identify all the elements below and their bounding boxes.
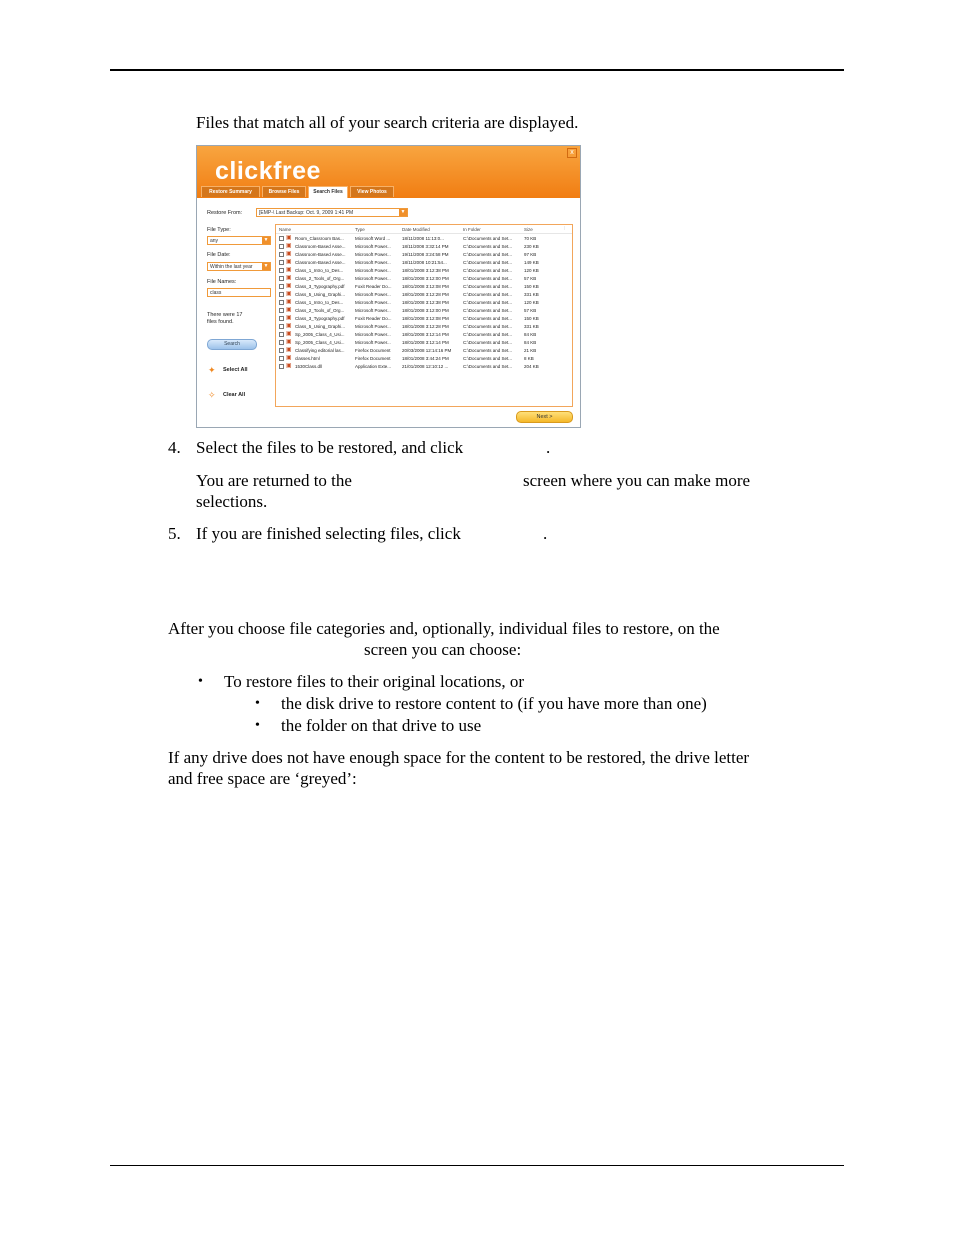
table-row[interactable] <box>276 347 572 355</box>
step5-text: If you are finished selecting files, click <box>196 524 461 543</box>
row-checkbox[interactable] <box>279 316 284 321</box>
cell-type: Firefox Document <box>355 356 391 361</box>
cell-name: Classroom-Based Asse... <box>295 260 346 265</box>
cell-date: 18/11/2008 10:21:54... <box>402 260 447 265</box>
cell-name: Class_3_Typography.pdf <box>295 316 345 321</box>
cell-size: 150 KB <box>524 316 539 321</box>
cell-date: 18/01/2008 3:12:08 PM <box>402 316 449 321</box>
row-checkbox[interactable] <box>279 276 284 281</box>
next-button[interactable]: Next > <box>516 411 573 423</box>
tab-search-files[interactable]: Search Files <box>308 186 348 198</box>
file-type-label: File Type: <box>207 227 231 233</box>
intro-text: Files that match all of your search criteria are displayed. <box>196 113 579 132</box>
cell-folder: C:\Documents and Set... <box>463 308 513 313</box>
returned-text-part1: You are returned to the <box>196 471 352 490</box>
cell-name: Class_1_Intro_to_Des... <box>295 268 344 273</box>
table-row[interactable] <box>276 243 572 251</box>
file-date-label: File Date: <box>207 252 231 258</box>
cell-folder: C:\Documents and Set... <box>463 364 513 369</box>
cell-name: Class_1_Intro_to_Des... <box>295 300 344 305</box>
cell-size: 149 KB <box>524 260 539 265</box>
cell-type: Microsoft Power... <box>355 292 391 297</box>
file-icon: ▣ <box>286 243 292 249</box>
cell-type: Application Exte... <box>355 364 392 369</box>
restore-from-value: [EMP-\ Last Backup: Oct. 9, 2009 1:41 PM <box>259 210 354 216</box>
row-checkbox[interactable] <box>279 236 284 241</box>
file-icon: ▣ <box>286 315 292 321</box>
table-row[interactable] <box>276 323 572 331</box>
table-row[interactable] <box>276 307 572 315</box>
cell-type: Firefox Document <box>355 348 391 353</box>
restore-from-select[interactable] <box>256 208 408 217</box>
row-checkbox[interactable] <box>279 356 284 361</box>
cell-folder: C:\Documents and Set... <box>463 268 513 273</box>
table-row[interactable] <box>276 291 572 299</box>
cell-name: Classroom-Based Asse... <box>295 244 346 249</box>
file-icon: ▣ <box>286 251 292 257</box>
table-row[interactable] <box>276 315 572 323</box>
bullet-folder: the folder on that drive to use <box>281 716 482 735</box>
row-checkbox[interactable] <box>279 260 284 265</box>
cell-date: 18/01/2008 3:12:00 PM <box>402 276 449 281</box>
row-checkbox[interactable] <box>279 340 284 345</box>
search-files-screenshot <box>196 145 581 428</box>
search-button[interactable]: Search <box>207 339 257 350</box>
file-names-label: File Names: <box>207 279 237 285</box>
file-type-value: any <box>210 238 219 244</box>
cell-size: 331 KB <box>524 324 539 329</box>
returned-text-part3: selections. <box>196 492 268 511</box>
column-header-date[interactable]: Date Modified <box>402 227 430 232</box>
cell-date: 19/11/2008 3:24:58 PM <box>402 252 449 257</box>
cell-folder: C:\Documents and Set... <box>463 292 513 297</box>
cell-date: 18/01/2008 3:12:28 PM <box>402 324 449 329</box>
found-count-line2: files found. <box>207 319 234 325</box>
cell-name: Class_5_Using_Graphi... <box>295 324 346 329</box>
cell-name: Class_2_Tools_of_Org... <box>295 276 345 281</box>
step4-period: . <box>546 438 551 457</box>
cell-name: Sp_2005_Class_4_Usi... <box>295 340 345 345</box>
cell-folder: C:\Documents and Set... <box>463 284 513 289</box>
restore-from-label: Restore From: <box>207 210 243 216</box>
bullet-marker: • <box>255 696 260 711</box>
table-row[interactable] <box>276 259 572 267</box>
cell-date: 21/01/2008 12:10:12 ... <box>402 364 449 369</box>
cell-size: 120 KB <box>524 268 539 273</box>
cell-date: 18/01/2008 3:12:38 PM <box>402 300 449 305</box>
row-checkbox[interactable] <box>279 252 284 257</box>
table-row[interactable] <box>276 267 572 275</box>
chevron-down-icon[interactable]: ▼ <box>400 209 406 215</box>
cell-folder: C:\Documents and Set... <box>463 340 513 345</box>
cell-folder: C:\Documents and Set... <box>463 356 513 361</box>
cell-type: Microsoft Word ... <box>355 236 391 241</box>
results-list <box>275 224 573 407</box>
row-checkbox[interactable] <box>279 268 284 273</box>
file-type-select[interactable] <box>207 236 271 245</box>
cell-date: 18/01/2008 3:12:28 PM <box>402 292 449 297</box>
cell-date: 18/01/2008 3:12:00 PM <box>402 308 449 313</box>
step-number: 4. <box>168 438 181 457</box>
table-row[interactable] <box>276 331 572 339</box>
cell-type: Microsoft Power... <box>355 308 391 313</box>
file-names-input[interactable]: class <box>207 288 271 297</box>
cell-type: Foxit Reader Do... <box>355 316 392 321</box>
cell-type: Microsoft Power... <box>355 260 391 265</box>
cell-name: Classroom-Based Asse... <box>295 252 346 257</box>
cell-size: 57 KB <box>524 308 537 313</box>
tab-browse-files[interactable]: Browse Files <box>262 186 306 197</box>
cell-type: Microsoft Power... <box>355 332 391 337</box>
cell-type: Microsoft Power... <box>355 244 391 249</box>
cell-date: 20/03/2008 12:14:16 PM <box>402 348 452 353</box>
cell-size: 84 KB <box>524 340 537 345</box>
file-icon: ▣ <box>286 363 292 369</box>
cell-size: 70 KB <box>524 236 537 241</box>
clickfree-logo: clickfree <box>215 157 321 185</box>
tab-view-photos[interactable]: View Photos <box>350 186 394 197</box>
cell-folder: C:\Documents and Set... <box>463 300 513 305</box>
cell-folder: C:\Documents and Set... <box>463 332 513 337</box>
cell-name: 1530Class.dll <box>295 364 323 369</box>
cell-date: 18/01/2008 3:12:38 PM <box>402 268 449 273</box>
after-text-part1: After you choose file categories and, optionally, individual files to restore, on the <box>168 619 720 638</box>
row-checkbox[interactable] <box>279 308 284 313</box>
file-date-select[interactable] <box>207 262 271 271</box>
row-checkbox[interactable] <box>279 284 284 289</box>
cell-name: Classifying editorial las... <box>295 348 345 353</box>
cell-size: 21 KB <box>524 348 537 353</box>
row-checkbox[interactable] <box>279 324 284 329</box>
file-icon: ▣ <box>286 259 292 265</box>
cell-size: 204 KB <box>524 364 539 369</box>
cell-name: Class_2_Tools_of_Org... <box>295 308 345 313</box>
chevron-down-icon[interactable]: ▼ <box>263 237 269 243</box>
cell-folder: C:\Documents and Set... <box>463 244 513 249</box>
cell-date: 18/01/2008 3:12:14 PM <box>402 332 449 337</box>
after-text-part2: screen you can choose: <box>364 640 522 659</box>
cell-size: 97 KB <box>524 252 537 257</box>
step5-period: . <box>543 524 548 543</box>
cell-size: 150 KB <box>524 284 539 289</box>
column-header-folder[interactable]: In Folder <box>463 227 481 232</box>
file-icon: ▣ <box>286 291 292 297</box>
cell-size: 331 KB <box>524 292 539 297</box>
cell-date: 18/11/2008 11:13:0... <box>402 236 444 241</box>
returned-text-part2: screen where you can make more <box>523 471 751 490</box>
column-header-size[interactable]: Size <box>524 227 533 232</box>
table-row[interactable] <box>276 355 572 363</box>
select-all-link[interactable]: Select All <box>223 367 248 373</box>
bullet-marker: • <box>198 674 203 689</box>
chevron-down-icon[interactable]: ▼ <box>263 263 269 269</box>
bullet-marker: • <box>255 718 260 733</box>
footer-rule <box>110 1165 844 1166</box>
cell-type: Microsoft Power... <box>355 340 391 345</box>
file-icon: ▣ <box>286 347 292 353</box>
cell-size: 230 KB <box>524 244 539 249</box>
column-header-divider <box>276 233 572 234</box>
bullet-original-locations: To restore files to their original locations, or <box>224 672 525 691</box>
row-checkbox[interactable] <box>279 348 284 353</box>
cell-type: Microsoft Power... <box>355 324 391 329</box>
cell-name: Room_Classroom Bas... <box>295 236 344 241</box>
cell-type: Microsoft Power... <box>355 252 391 257</box>
file-icon: ▣ <box>286 339 292 345</box>
cell-folder: C:\Documents and Set... <box>463 324 513 329</box>
cell-folder: C:\Documents and Set... <box>463 252 513 257</box>
close-icon[interactable]: x <box>567 148 577 158</box>
cell-type: Foxit Reader Do... <box>355 284 392 289</box>
cell-type: Microsoft Power... <box>355 268 391 273</box>
cell-name: Class_3_Typography.pdf <box>295 284 345 289</box>
cell-date: 18/01/2008 3:44:24 PM <box>402 356 449 361</box>
row-checkbox[interactable] <box>279 292 284 297</box>
cell-date: 18/01/2008 3:12:14 PM <box>402 340 449 345</box>
cell-type: Microsoft Power... <box>355 276 391 281</box>
table-row[interactable] <box>276 363 572 371</box>
file-icon: ▣ <box>286 283 292 289</box>
file-icon: ▣ <box>286 331 292 337</box>
header-rule <box>110 69 844 71</box>
step-number: 5. <box>168 524 181 543</box>
step4-text: Select the files to be restored, and click <box>196 438 464 457</box>
clear-all-icon[interactable]: ✧ <box>208 390 216 400</box>
file-icon: ▣ <box>286 323 292 329</box>
app-header <box>197 146 580 198</box>
clear-all-link[interactable]: Clear All <box>223 392 246 398</box>
file-date-value: Within the last year <box>210 264 253 270</box>
cell-size: 57 KB <box>524 276 537 281</box>
cell-name: classes.html <box>295 356 320 361</box>
table-row[interactable] <box>276 283 572 291</box>
row-checkbox[interactable] <box>279 300 284 305</box>
greyed-text-part1: If any drive does not have enough space for the content to be restored, the drive letter <box>168 748 750 767</box>
table-row[interactable] <box>276 275 572 283</box>
select-all-icon[interactable]: ✦ <box>208 365 216 375</box>
scrollbar[interactable] <box>564 226 571 230</box>
bullet-disk-drive: the disk drive to restore content to (if you have more than one) <box>281 694 707 713</box>
column-header-name[interactable]: Name <box>279 227 292 232</box>
row-checkbox[interactable] <box>279 364 284 369</box>
cell-folder: C:\Documents and Set... <box>463 348 513 353</box>
cell-date: 18/11/2008 3:32:14 PM <box>402 244 449 249</box>
cell-name: Class_5_Using_Graphi... <box>295 292 346 297</box>
cell-name: Sp_2005_Class_4_Usi... <box>295 332 345 337</box>
cell-type: Microsoft Power... <box>355 300 391 305</box>
file-icon: ▣ <box>286 235 292 241</box>
greyed-text-part2: and free space are ‘greyed’: <box>168 769 357 788</box>
table-row[interactable] <box>276 235 572 243</box>
cell-folder: C:\Documents and Set... <box>463 276 513 281</box>
cell-size: 8 KB <box>524 356 534 361</box>
table-row[interactable] <box>276 339 572 347</box>
tab-restore-summary[interactable]: Restore Summary <box>201 186 260 197</box>
found-count-line1: There were 17 <box>207 312 243 318</box>
file-icon: ▣ <box>286 267 292 273</box>
column-header-type[interactable]: Type <box>355 227 365 232</box>
row-checkbox[interactable] <box>279 332 284 337</box>
cell-date: 18/01/2008 3:12:08 PM <box>402 284 449 289</box>
file-icon: ▣ <box>286 355 292 361</box>
file-icon: ▣ <box>286 299 292 305</box>
cell-size: 84 KB <box>524 332 537 337</box>
file-icon: ▣ <box>286 275 292 281</box>
cell-folder: C:\Documents and Set... <box>463 316 513 321</box>
table-row[interactable] <box>276 299 572 307</box>
cell-folder: C:\Documents and Set... <box>463 260 513 265</box>
table-row[interactable] <box>276 251 572 259</box>
file-icon: ▣ <box>286 307 292 313</box>
cell-folder: C:\Documents and Set... <box>463 236 513 241</box>
cell-size: 120 KB <box>524 300 539 305</box>
row-checkbox[interactable] <box>279 244 284 249</box>
